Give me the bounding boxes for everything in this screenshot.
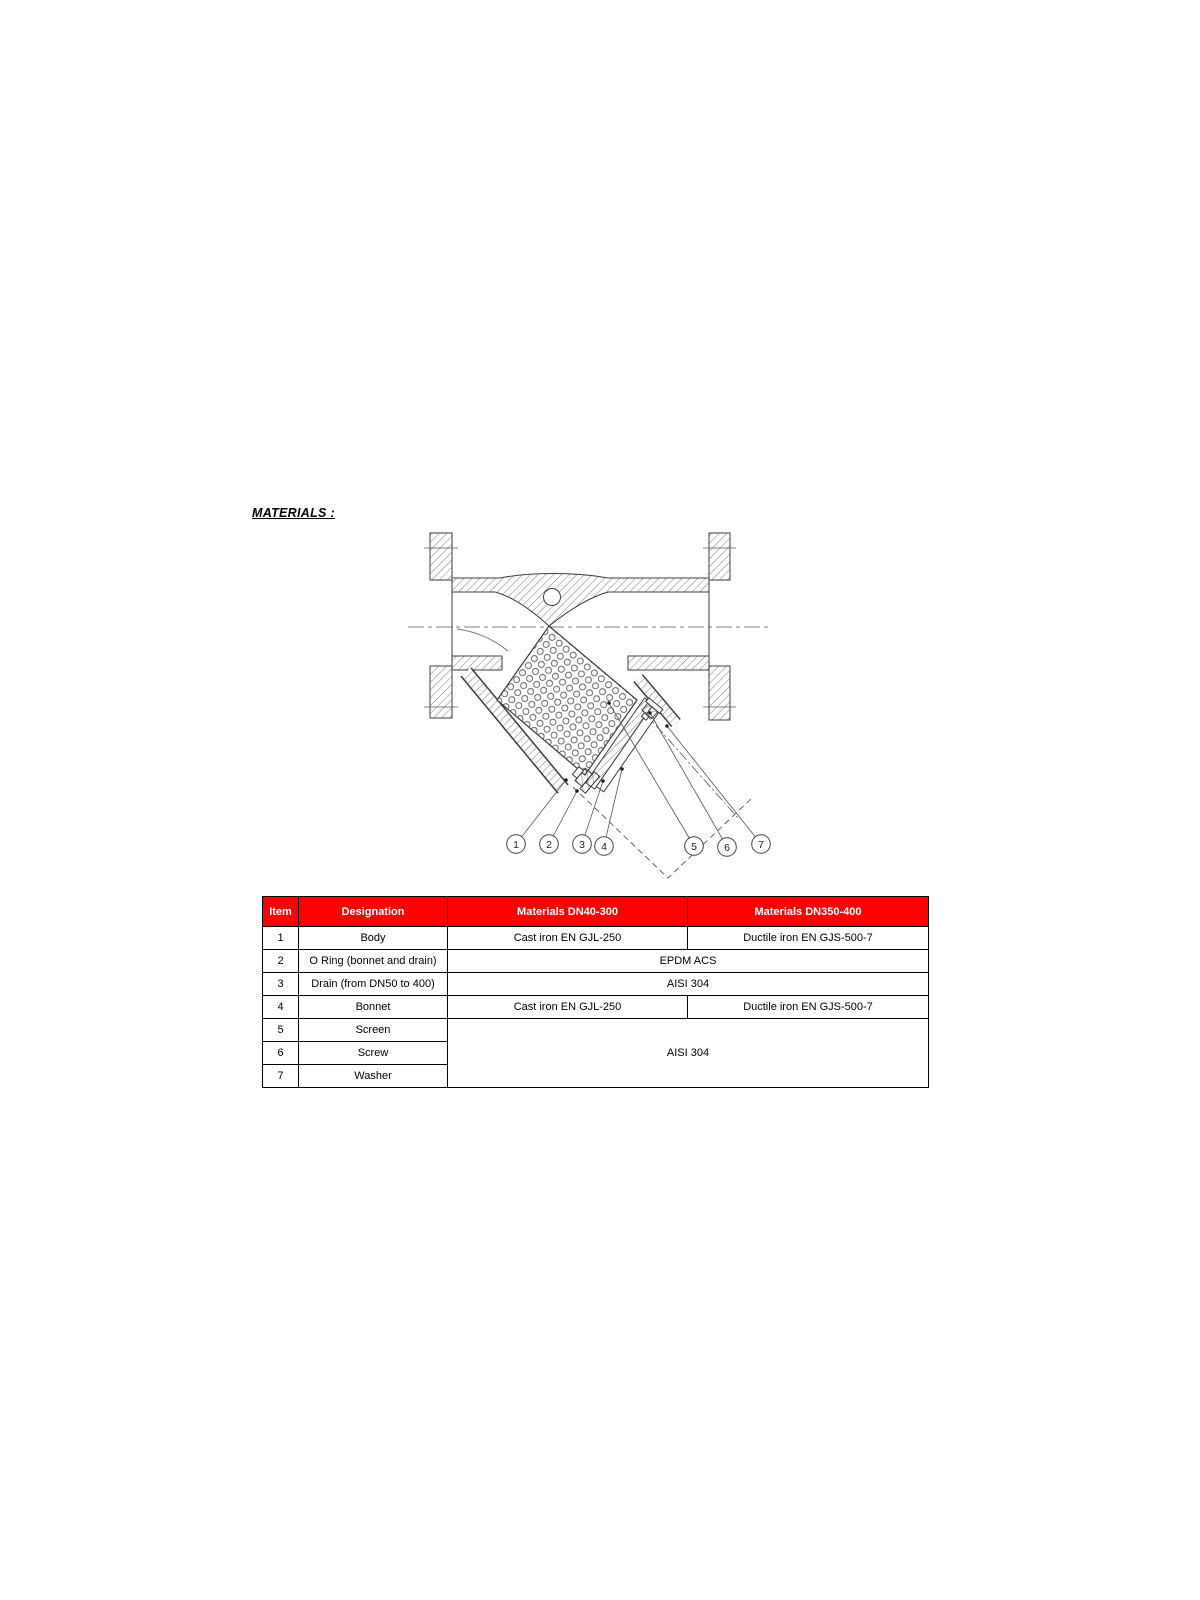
- table-row: [263, 950, 929, 973]
- cell-material-merged: AISI 304: [448, 973, 929, 996]
- header-item: Item: [263, 897, 299, 927]
- cell-item: 1: [263, 927, 299, 950]
- strainer-drawing-svg: [400, 510, 780, 890]
- table-row: [263, 973, 929, 996]
- materials-table: [262, 896, 929, 1088]
- cell-designation: Washer: [299, 1065, 448, 1088]
- callouts: [507, 835, 771, 857]
- header-materials-dn350-400: Materials DN350-400: [688, 897, 929, 927]
- callout-7-label: 7: [758, 838, 764, 851]
- cell-material-dn350-400: Ductile iron EN GJS-500-7: [688, 927, 929, 950]
- callout-5-label: 5: [691, 840, 697, 853]
- flange-tab-top-left: [430, 533, 452, 580]
- callout-6-label: 6: [724, 841, 730, 854]
- cell-designation: Body: [299, 927, 448, 950]
- cell-item: 4: [263, 996, 299, 1019]
- flange-tab-top-right: [709, 533, 730, 580]
- cell-item: 6: [263, 1042, 299, 1065]
- callout-6: [718, 838, 737, 857]
- callout-3-label: 3: [579, 838, 585, 851]
- cell-material-merged: AISI 304: [448, 1019, 929, 1088]
- cell-item: 5: [263, 1019, 299, 1042]
- callout-2-label: 2: [546, 838, 552, 851]
- callout-7: [752, 835, 771, 854]
- callout-4-label: 4: [601, 840, 607, 853]
- gusset-hole: [544, 589, 561, 606]
- cell-material-merged: EPDM ACS: [448, 950, 929, 973]
- cell-designation: Drain (from DN50 to 400): [299, 973, 448, 996]
- cell-item: 7: [263, 1065, 299, 1088]
- callout-1-label: 1: [513, 838, 519, 851]
- callout-3: [573, 835, 592, 854]
- materials-heading: MATERIALS :: [252, 506, 335, 520]
- callout-5: [685, 837, 704, 856]
- cell-item: 3: [263, 973, 299, 996]
- body-bottom-wall-right: [628, 656, 709, 670]
- header-designation: Designation: [299, 897, 448, 927]
- cell-designation: Screw: [299, 1042, 448, 1065]
- cell-designation: Screen: [299, 1019, 448, 1042]
- cell-material-dn40-300: Cast iron EN GJL-250: [448, 996, 688, 1019]
- cell-designation: O Ring (bonnet and drain): [299, 950, 448, 973]
- cell-designation: Bonnet: [299, 996, 448, 1019]
- callout-1: [507, 835, 526, 854]
- callout-4: [595, 837, 614, 856]
- cell-material-dn350-400: Ductile iron EN GJS-500-7: [688, 996, 929, 1019]
- table-row: [263, 927, 929, 950]
- flange-tab-bottom-right: [709, 666, 730, 720]
- cell-item: 2: [263, 950, 299, 973]
- body-top-wall: [452, 574, 709, 627]
- cell-material-dn40-300: Cast iron EN GJL-250: [448, 927, 688, 950]
- flange-tab-bottom-left: [430, 666, 452, 718]
- table-header-row: [263, 897, 929, 927]
- table-row: [263, 1019, 929, 1042]
- callout-2: [540, 835, 559, 854]
- leg-centerline: [644, 712, 738, 818]
- table-row: [263, 996, 929, 1019]
- strainer-drawing: [400, 510, 780, 890]
- flow-arc: [457, 629, 508, 651]
- body-bottom-wall-left: [452, 656, 502, 670]
- header-materials-dn40-300: Materials DN40-300: [448, 897, 688, 927]
